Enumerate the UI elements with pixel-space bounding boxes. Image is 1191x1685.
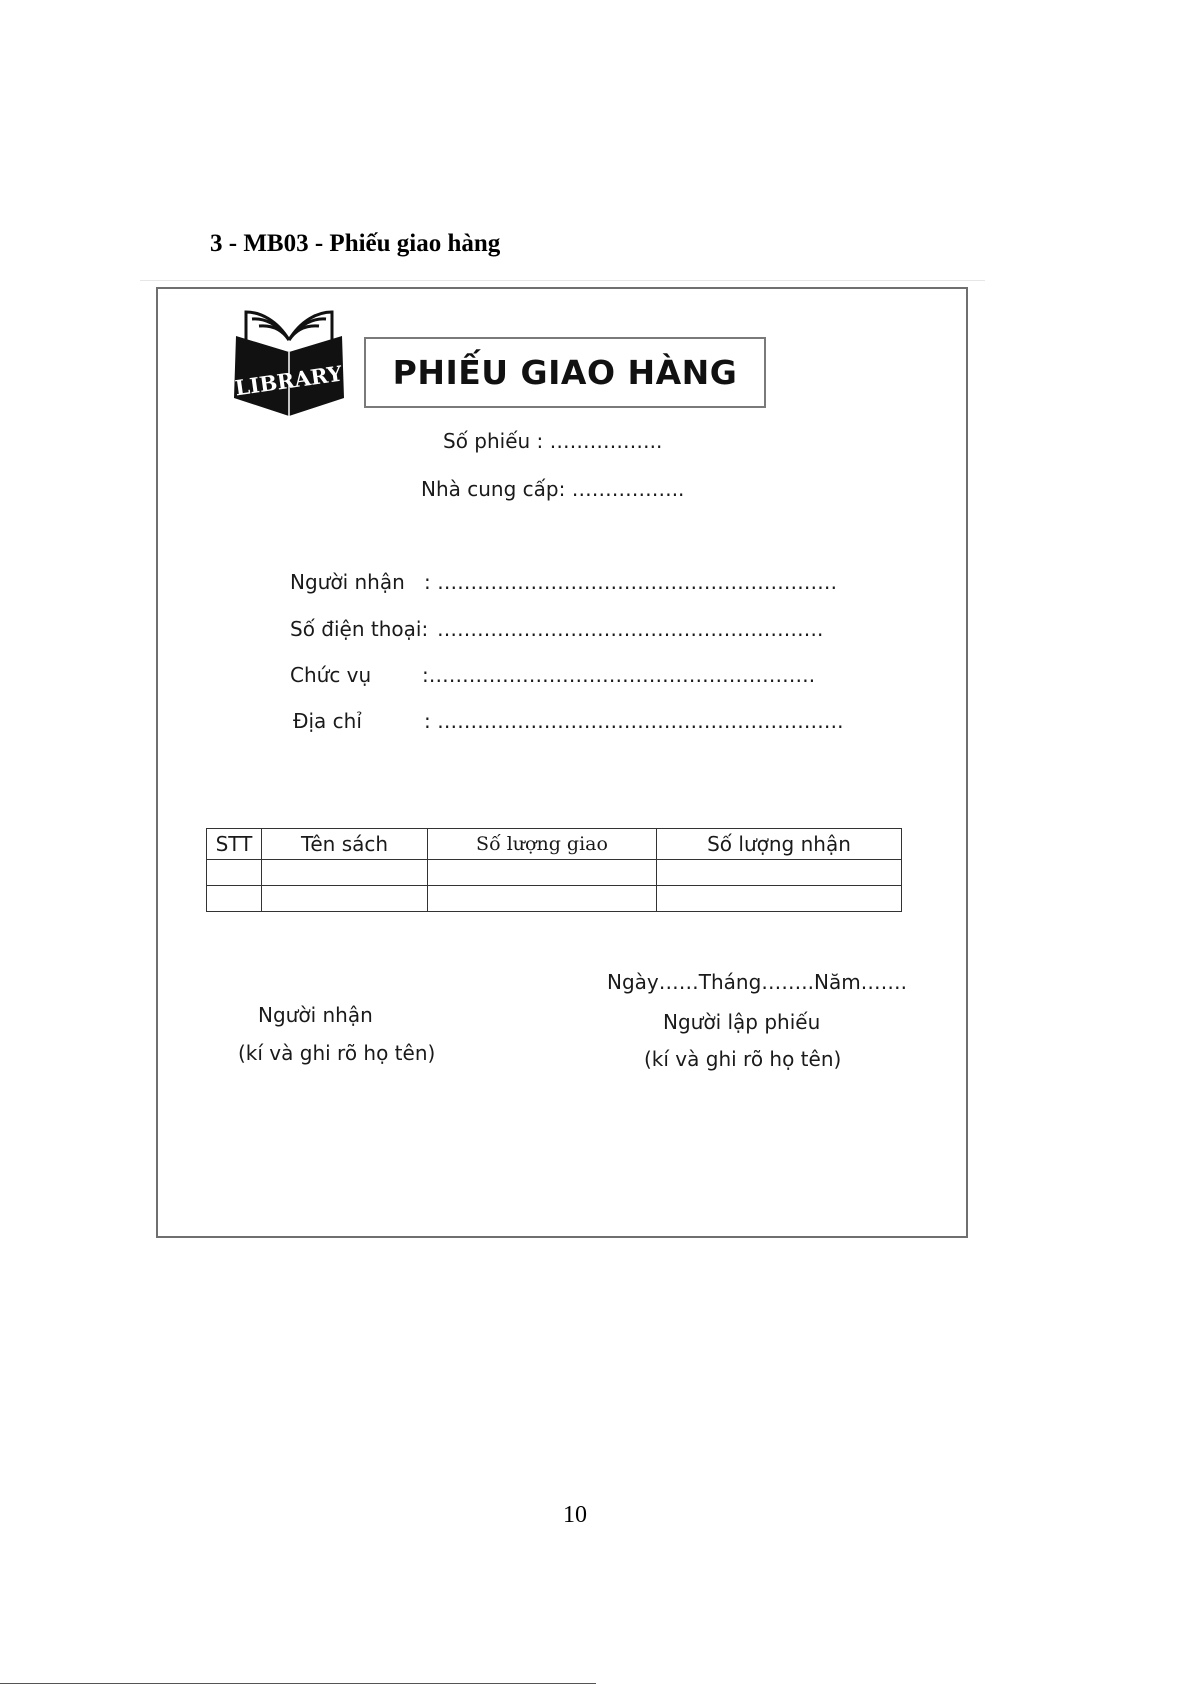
logo-text: LIBRARY xyxy=(233,360,344,401)
receiver-note: (kí và ghi rõ họ tên) xyxy=(238,1041,436,1065)
date-line: Ngày……Tháng……..Năm……. xyxy=(607,970,908,994)
footer-line xyxy=(0,1683,596,1684)
table-cell xyxy=(657,860,902,886)
issuer-note: (kí và ghi rõ họ tên) xyxy=(644,1047,842,1071)
table-cell xyxy=(428,860,657,886)
field-value-dia-chi: : ……………………………………………………. xyxy=(424,709,844,733)
field-label-nguoi-nhan: Người nhận xyxy=(290,570,405,594)
field-value-so-dien-thoai: …………………………………………………. xyxy=(437,617,824,641)
table-header-row xyxy=(207,829,902,860)
so-phieu: Số phiếu : …………….. xyxy=(443,429,663,453)
field-label-dia-chi: Địa chỉ xyxy=(293,709,362,733)
nha-cung-cap: Nhà cung cấp: …………….. xyxy=(421,477,685,501)
issuer-title: Người lập phiếu xyxy=(663,1010,821,1034)
table-cell xyxy=(657,886,902,912)
field-label-chuc-vu: Chức vụ xyxy=(290,663,372,687)
table-cell xyxy=(207,860,262,886)
section-heading: 3 - MB03 - Phiếu giao hàng xyxy=(210,230,501,257)
table-row xyxy=(207,886,902,912)
field-label-so-dien-thoai: Số điện thoại: xyxy=(290,617,429,641)
header-so-luong-giao: Số lượng giao xyxy=(428,829,657,860)
divider xyxy=(140,280,985,281)
header-stt: STT xyxy=(207,829,262,860)
form-title: PHIẾU GIAO HÀNG xyxy=(364,337,766,408)
items-table xyxy=(206,828,902,912)
page-number: 10 xyxy=(563,1502,587,1528)
field-value-chuc-vu: :…………………………………………………. xyxy=(422,663,816,687)
header-so-luong-nhan: Số lượng nhận xyxy=(657,829,902,860)
table-cell xyxy=(262,860,428,886)
receiver-title: Người nhận xyxy=(258,1003,373,1027)
table-cell xyxy=(207,886,262,912)
header-ten-sach: Tên sách xyxy=(262,829,428,860)
table-row xyxy=(207,860,902,886)
table-cell xyxy=(428,886,657,912)
field-value-nguoi-nhan: : …………………………………………………… xyxy=(424,570,838,594)
table-cell xyxy=(262,886,428,912)
library-logo-icon xyxy=(232,300,346,418)
